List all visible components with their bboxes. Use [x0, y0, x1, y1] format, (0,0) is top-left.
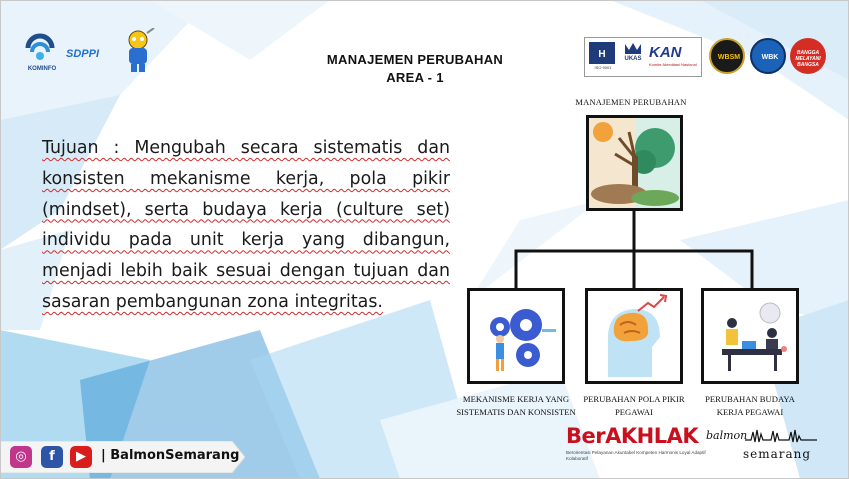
youtube-icon[interactable]: ▶ — [70, 446, 92, 468]
tree-change-icon — [589, 118, 680, 208]
berakhlak-subtitle: Berorientasi Pelayanan Akuntabel Kompeten Harmonis Loyal Adaptif Kolaboratif — [566, 450, 706, 461]
berakhlak-logo: BerAKHLAK — [566, 424, 699, 448]
objective-text-content: Tujuan : Mengubah secara sistematis dan konsisten mekanisme kerja, pola pikir (mindset), serta budaya kerja (culture set) individu pada unit kerja yang dibangun, menjadi lebih baik sesuai dengan tujuan dan sasaran pembangunan zona integritas. — [42, 138, 450, 312]
svg-text:H: H — [598, 49, 606, 60]
wbsm-label: WBSM — [717, 54, 741, 61]
bangga-label: BANGGA MELAYANI BANGSA — [795, 50, 821, 68]
kan-label: KAN — [649, 44, 682, 61]
instagram-icon[interactable]: ◎ — [10, 446, 32, 468]
signal-wave-icon — [745, 428, 817, 444]
sdppi-logo: SDPPI — [66, 48, 100, 60]
social-handle: | BalmonSemarang — [101, 448, 240, 463]
brain-head-icon — [588, 291, 680, 381]
gears-worker-icon — [470, 291, 562, 381]
team-meeting-icon — [704, 291, 796, 381]
ukas-label: UKAS — [624, 56, 642, 62]
work-culture-label: PERUBAHAN BUDAYA KERJA PEGAWAI — [705, 394, 795, 417]
mindset-label: PERUBAHAN POLA PIKIR PEGAWAI — [583, 394, 685, 417]
wbk-label: WBK — [761, 54, 779, 61]
balmon-logo-line2: semarang — [743, 447, 812, 461]
mindset-box — [585, 288, 683, 384]
kominfo-label: KOMINFO — [27, 66, 57, 72]
work-mechanism-box — [467, 288, 565, 384]
page-title: MANAJEMEN PERUBAHAN — [326, 52, 504, 67]
balmon-logo-line1: balmon — [706, 429, 748, 442]
root-image-box — [586, 115, 683, 211]
work-mechanism-label: MEKANISME KERJA YANG SISTEMATIS DAN KONSISTEN — [456, 394, 576, 417]
iso-label: ISO 9001 — [594, 65, 612, 70]
kan-subtitle: Komite Akreditasi Nasional — [649, 62, 697, 67]
diagram-root-label: MANAJEMEN PERUBAHAN — [575, 97, 687, 107]
work-culture-box — [701, 288, 799, 384]
facebook-icon[interactable]: f — [41, 446, 63, 468]
page-subtitle: AREA - 1 — [386, 70, 444, 85]
